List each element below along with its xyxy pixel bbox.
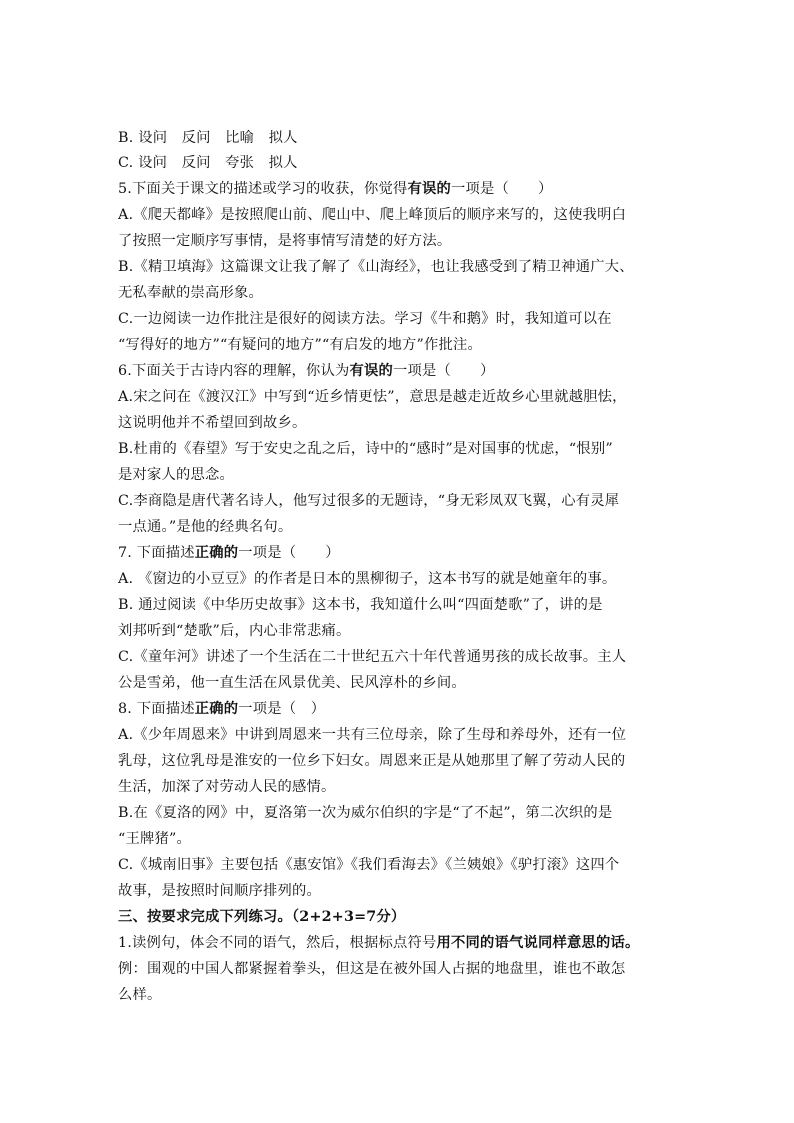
exercise-1-emphasis: 用不同的语气说同样意思的话。 [436,935,640,951]
q7-option-a-line1: A. 《窗边的小豆豆》的作者是日本的黑柳彻子，这本书写的就是她童年的事。 [118,571,617,587]
q7-option-b-line1: B. 通过阅读《中华历史故事》这本书，我知道什么叫“四面楚歌”了，讲的是 [118,597,603,613]
q8-option-a-line2: 乳母，这位乳母是淮安的一位乡下妇女。周恩来正是从她那里了解了劳动人民的 [118,753,626,769]
q8-option-c-line1: C.《城南旧事》主要包括《惠安馆》《我们看海去》《兰姨娘》《驴打滚》这四个 [118,857,620,873]
q7-option-c-line2: 公是雪弟，他一直生活在风景优美、民风淳朴的乡间。 [118,675,466,691]
question-5-emphasis: 有误的 [407,181,451,197]
question-7 [118,543,688,563]
question-6-emphasis: 有误的 [349,363,393,379]
question-8-text: 8. 下面描述 [118,701,195,717]
question-6-tail: 一项是（ ） [393,363,495,379]
q5-option-a-line2: 了按照一定顺序写事情，是将事情写清楚的好方法。 [118,233,452,249]
question-8-emphasis: 正确的 [194,701,239,717]
q6-option-b-line2: 是对家人的思念。 [118,467,234,483]
q6-option-c-line1: C.李商隐是唐代著名诗人，他写过很多的无题诗，“身无彩凤双飞翼，心有灵犀 [118,493,620,509]
q8-option-b-line1: B.在《夏洛的网》中，夏洛第一次为威尔伯织的字是“了不起”，第二次织的是 [118,805,613,821]
q6-option-a-line1: A.宋之问在《渡汉江》中写到“近乡情更怯”，意思是越走近故乡心里就越胆怯， [118,389,627,405]
q6-option-b-line1: B.杜甫的《春望》写于安史之乱之后，诗中的“感时”是对国事的忧虑，“恨别” [118,441,613,457]
question-7-emphasis: 正确的 [194,545,239,561]
question-7-tail: 一项是（ ） [238,545,340,561]
section-3-heading: 三、按要求完成下列练习。（2+2+3=7分） [118,909,406,925]
question-6-text: 6.下面关于古诗内容的理解，你认为 [118,363,350,379]
example-line1: 例：围观的中国人都紧握着拳头，但这是在被外国人占据的地盘里，谁也不敢怎 [118,961,626,977]
q6-option-c-line2: 一点通。”是他的经典名句。 [118,519,293,535]
q8-option-a-line3: 生活，加深了对劳动人民的感情。 [118,779,336,795]
option-b-line: B. 设问 反问 比喻 拟人 [118,130,298,146]
question-5 [118,179,688,199]
question-6 [118,361,688,381]
q5-option-c-line2: “写得好的地方”“有疑问的地方”“有启发的地方”作批注。 [118,337,482,353]
q5-option-a-line1: A.《爬天都峰》是按照爬山前、爬山中、爬上峰顶后的顺序来写的，这使我明白 [118,207,627,223]
question-5-tail: 一项是（ ） [450,181,553,197]
q5-option-b-line2: 无私奉献的崇高形象。 [118,285,263,301]
q7-option-c-line1: C.《童年河》讲述了一个生活在二十世纪五六十年代普通男孩的成长故事。主人 [118,649,627,665]
question-8 [118,699,688,719]
option-c-line: C. 设问 反问 夸张 拟人 [118,155,298,171]
q7-option-b-line2: 刘邦听到“楚歌”后，内心非常悲痛。 [118,623,351,639]
q5-option-b-line1: B.《精卫填海》这篇课文让我了解了《山海经》，也让我感受到了精卫神通广大、 [118,259,634,275]
q8-option-a-line1: A.《少年周恩来》中讲到周恩来一共有三位母亲，除了生母和养母外，还有一位 [118,727,627,743]
question-8-tail: 一项是（ ） [238,701,326,717]
q6-option-a-line2: 这说明他并不希望回到故乡。 [118,415,307,431]
q8-option-b-line2: “王牌猪”。 [118,831,192,847]
exercise-1 [118,933,688,953]
q5-option-c-line1: C.一边阅读一边作批注是很好的阅读方法。学习《牛和鹅》时，我知道可以在 [118,311,612,327]
question-7-text: 7. 下面描述 [118,545,195,561]
example-line2: 么样。 [118,987,162,1003]
exercise-1-text: 1.读例句，体会不同的语气，然后，根据标点符号 [118,935,437,951]
question-5-text: 5.下面关于课文的描述或学习的收获，你觉得 [118,181,408,197]
q8-option-c-line2: 故事，是按照时间顺序排列的。 [118,883,321,899]
